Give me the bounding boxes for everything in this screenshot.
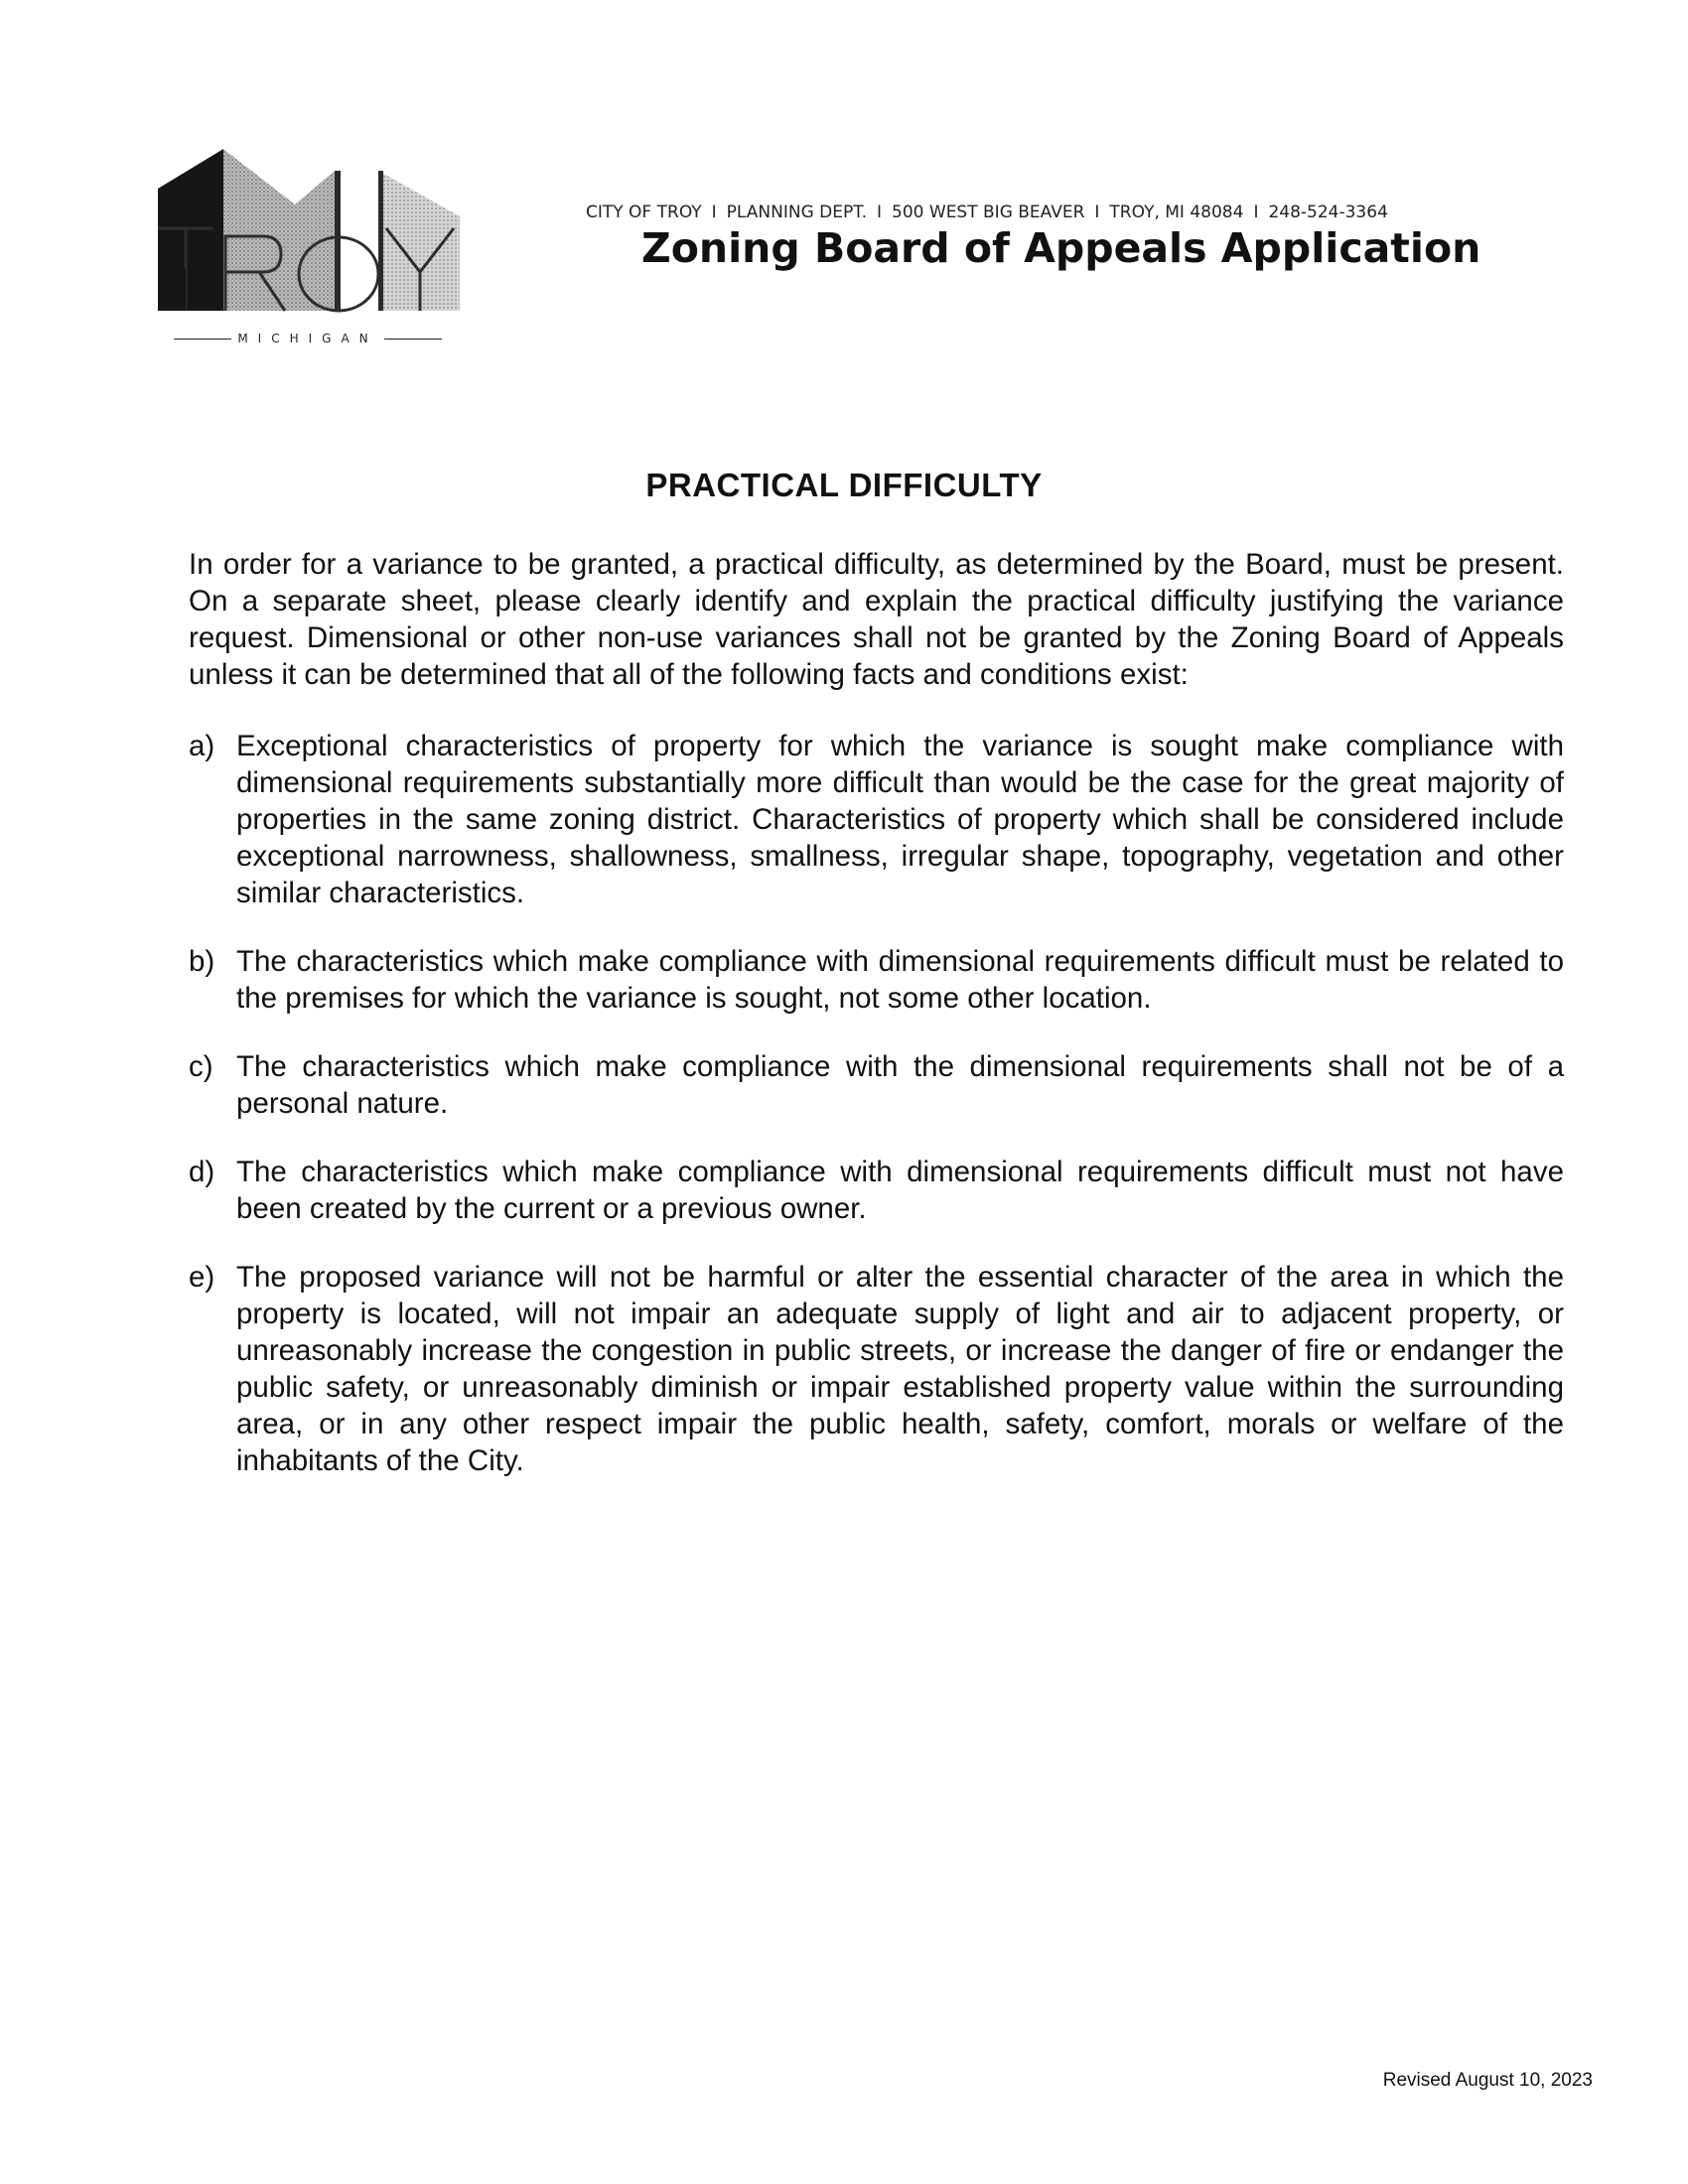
document-body [189, 546, 1564, 1511]
contact-city-state-zip: TROY, MI 48084 [1109, 203, 1244, 222]
criterion-marker: a) [189, 730, 215, 762]
criterion-text: The characteristics which make compliance with dimensional requirements difficult must not have been created by the current or a previous owner. [236, 1156, 1564, 1225]
criterion-text: The characteristics which make compliance with dimensional requirements difficult must be related to the premises for which the variance is sought, not some other location. [236, 945, 1564, 1015]
logo-caption: MICHIGAN [156, 332, 460, 345]
contact-phone: 248-524-3364 [1268, 203, 1388, 222]
revision-date: Revised August 10, 2023 [1382, 2070, 1593, 2091]
criterion-text: The proposed variance will not be harmful or alter the essential character of the area in which the property is located, will not impair an adequate supply of light and air to adjacent property, or unreasonably increase the congestion in public streets, or increase the danger of fire or endanger the public safety, or unreasonably diminish or impair established property value within the surrounding area, or in any other respect impair the public health, safety, comfort, morals or welfare of the inhabitants of the City. [236, 1261, 1564, 1477]
criterion-marker: b) [189, 945, 215, 978]
criterion-b [189, 943, 1564, 1017]
criterion-e [189, 1259, 1564, 1479]
troy-logo-graphic [156, 147, 460, 326]
contact-department: PLANNING DEPT. [726, 203, 868, 222]
contact-city: CITY OF TROY [586, 203, 702, 222]
criterion-a [189, 728, 1564, 911]
criteria-list [189, 728, 1564, 1479]
troy-michigan-logo [156, 147, 460, 345]
contact-separator: I [711, 203, 717, 222]
criterion-text: Exceptional characteristics of property for which the variance is sought make compliance with dimensional requirements substantially more difficult than would be the case for the great majority of properties in the same zoning district. Characteristics of property which shall be considered include exceptional narrowness, shallowness, smallness, irregular shape, topography, vegetation and other similar characteristics. [236, 730, 1564, 909]
criterion-marker: d) [189, 1156, 215, 1188]
contact-line [586, 203, 1499, 222]
criterion-d [189, 1154, 1564, 1227]
section-heading: PRACTICAL DIFFICULTY [645, 467, 1043, 503]
contact-separator: I [877, 203, 883, 222]
criterion-marker: e) [189, 1261, 215, 1294]
intro-paragraph: In order for a variance to be granted, a practical difficulty, as determined by the Board, must be present. On a separate sheet, please clearly identify and explain the practical difficulty justifying the variance request. Dimensional or other non-use variances shall not be granted by the Zoning Board of Appeals unless it can be determined that all of the following facts and conditions exist: [189, 548, 1564, 691]
contact-separator: I [1253, 203, 1259, 222]
criterion-marker: c) [189, 1050, 213, 1083]
contact-separator: I [1094, 203, 1100, 222]
contact-street: 500 WEST BIG BEAVER [892, 203, 1085, 222]
criterion-c [189, 1048, 1564, 1122]
criterion-text: The characteristics which make compliance with the dimensional requirements shall not be of a personal nature. [236, 1050, 1564, 1120]
document-title: Zoning Board of Appeals Application [641, 224, 1481, 272]
